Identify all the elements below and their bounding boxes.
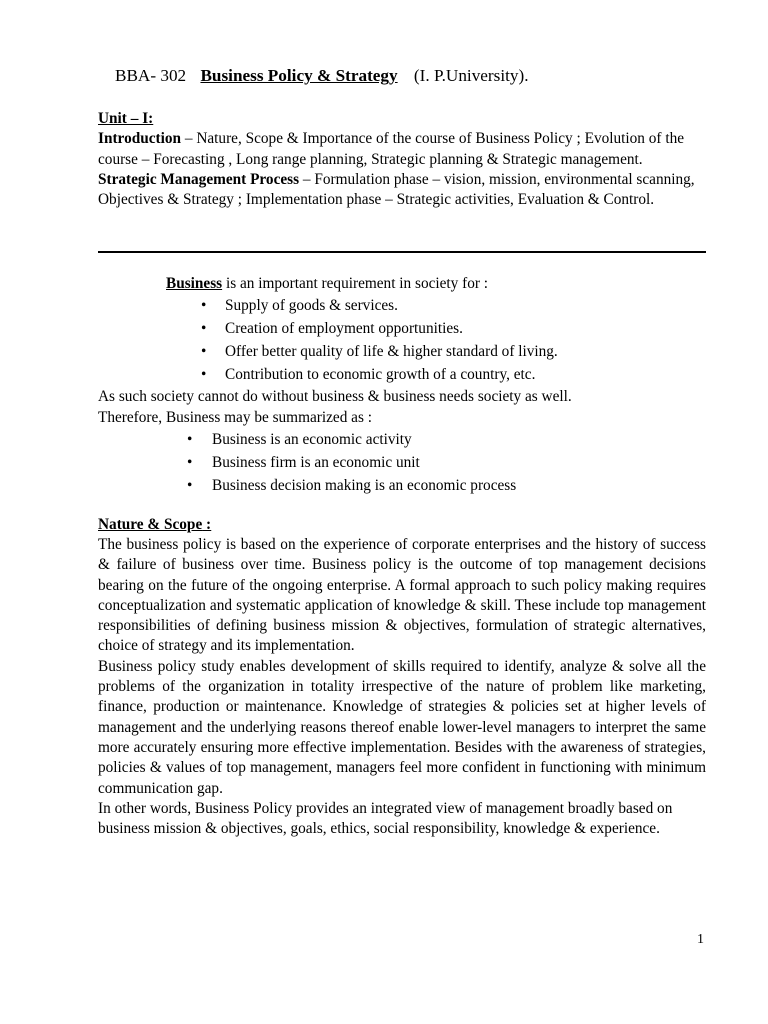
paragraph: Business policy study enables development of skills required to identify, analyze & solve all the problems of the organization in totality irrespective of the nature of problem like marketing, finance, production or maintenance. Knowledge of strategies & policies set at higher levels of management and the underlying reasons thereof enable lower-level managers to interpret the same more accurately ensuring more effective implementation. Besides with the awareness of strategies, policies & values of top management, managers feel more confident in functioning with minimum communication gap. <box>98 657 706 797</box>
paragraph: In other words, Business Policy provides an integrated view of management broadly based on business mission & objectives, goals, ethics, social responsibility, knowledge & experience. <box>98 799 673 838</box>
list-item: • Business decision making is an economic process <box>98 474 706 497</box>
paragraph: The business policy is based on the experience of corporate enterprises and the history of success & failure of business over time. Business policy is the outcome of top management decisions bearing on the future of the ongoing enterprise. A formal approach to such policy making requires conceptualization and systematic application of knowledge & skill. These include top management responsibilities of defining business mission & objectives, formulation of strategic alternatives, choice of strategy and its implementation. <box>98 536 706 655</box>
unit-syllabus <box>98 109 706 210</box>
list-item: • Creation of employment opportunities. <box>98 317 706 340</box>
introduction-item <box>98 129 706 170</box>
introduction-label: Introduction <box>98 130 182 148</box>
university-name: (I. P.University). <box>413 66 529 85</box>
business-intro <box>166 274 706 294</box>
page-number: 1 <box>697 932 704 947</box>
list-item: • Business firm is an economic unit <box>98 451 706 474</box>
list-item: • Offer better quality of life & higher standard of living. <box>98 340 706 363</box>
strategic-management-text: – Formulation phase – vision, mission, environmental scanning, Objectives & Strategy ; Implementation phase – Strategic activities, Evaluation & Control. <box>98 170 695 209</box>
business-intro-text: is an important requirement in society for : <box>222 275 489 292</box>
unit-heading: Unit – I: <box>98 110 154 127</box>
list-item: • Business is an economic activity <box>98 428 706 451</box>
course-code: BBA- 302 <box>115 66 187 85</box>
strategic-management-label: Strategic Management Process <box>98 170 300 188</box>
nature-scope-section <box>98 515 706 839</box>
section-divider <box>98 251 706 253</box>
nature-scope-heading <box>98 515 706 535</box>
business-requirements-list <box>98 294 706 386</box>
business-summary-list <box>98 428 706 497</box>
course-title: Business Policy & Strategy <box>200 66 398 85</box>
strategic-management-item <box>98 170 706 211</box>
list-item: • Supply of goods & services. <box>98 294 706 317</box>
nature-scope-title: Nature & Scope <box>98 516 203 533</box>
introduction-text: – Nature, Scope & Importance of the course of Business Policy ; Evolution of the course – Forecasting , Long range planning, Strategic planning & Strategic management. <box>98 130 685 168</box>
nature-scope-colon: : <box>202 516 212 533</box>
summary-line: Therefore, Business may be summarized as : <box>98 409 372 427</box>
society-line: As such society cannot do without business & business needs society as well. <box>98 388 572 406</box>
business-section <box>98 274 706 497</box>
business-term: Business <box>166 275 223 292</box>
document-header <box>115 65 735 87</box>
list-item: • Contribution to economic growth of a country, etc. <box>98 363 706 386</box>
